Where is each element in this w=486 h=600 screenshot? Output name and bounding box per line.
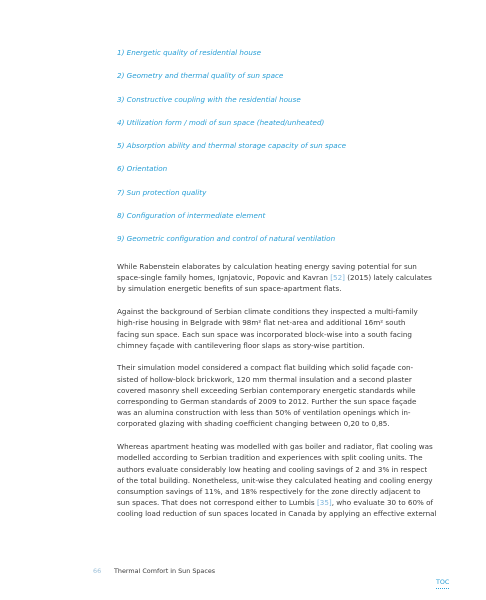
text-line: consumption savings of 11%, and 18% respectively for the zone directly adjacent to [117,486,421,496]
text-segment: space-single family homes, Ignjatovic, Popovic and Kavran [117,273,331,283]
text-line: Their simulation model considered a compact flat building which solid façade con- [117,363,414,373]
text-line: was an alumina construction with less than 50% of ventilation openings which in- [117,408,411,418]
text-line: covered masonry shell exceeding Serbian contemporary energetic standards while [117,385,416,395]
text-line: authors evaluate considerably low heating and cooling savings of 2 and 3% in respect [117,464,428,474]
list-item: 6) Orientation [117,164,168,174]
body-text [117,261,447,531]
text-line: by simulation energetic benefits of sun space-apartment flats. [117,284,342,294]
text-line: corresponding to German standards of 2009 to 2012. Further the sun space façade [117,397,417,407]
text-line: modelled according to Serbian tradition and experiences with split cooling units. The [117,453,423,463]
list-item: 3) Constructive coupling with the residential house [117,94,301,104]
text-segment: (2015) lately calculates [344,273,432,283]
list-item: 4) Utilization form / modi of sun space (heated/unheated) [117,117,325,127]
text-line: Against the background of Serbian climate conditions they inspected a multi-family [117,307,418,317]
list-item: 1) Energetic quality of residential house [117,48,262,57]
paragraph-heating-cooling [117,441,447,519]
text-line: corporated glazing with shading coefficient changing between 0,20 to 0,85. [117,419,390,429]
page-number: 66 [93,567,102,575]
toc-link[interactable]: TOC [436,578,449,589]
list-item: 9) Geometric configuration and control of natural ventilation [117,234,336,244]
citation-link[interactable]: [35] [316,498,332,508]
paragraph-serbian-climate [117,306,447,351]
paragraph-simulation-model [117,362,447,429]
text-line: While Rabenstein elaborates by calculation heating energy saving potential for sun [117,262,417,271]
citation-link[interactable]: [52] [330,273,345,283]
text-segment: sun spaces. That does not correspond either to Lumbis [117,498,317,508]
text-line: chimney façade with cantilevering floor slaps as story-wise partition. [117,340,365,350]
text-line: cooling load reduction of sun spaces located in Canada by applying an effective external [117,509,437,519]
text-line [117,272,447,283]
list-item: 5) Absorption ability and thermal storage capacity of sun space [117,141,347,151]
text-line: sisted of hollow-block brickwork, 120 mm thermal insulation and a second plaster [117,374,412,384]
criteria-list [117,48,447,258]
text-line: facing sun space. Each sun space was incorporated block-wise into a south facing [117,329,412,339]
running-title: Thermal Comfort in Sun Spaces [114,567,216,575]
text-line: Whereas apartment heating was modelled with gas boiler and radiator, flat cooling was [117,442,433,452]
text-line [117,497,447,508]
list-item: 8) Configuration of intermediate element [117,211,266,221]
list-item: 2) Geometry and thermal quality of sun space [117,71,284,81]
list-item: 7) Sun protection quality [117,187,207,197]
paragraph-rabenstein [117,261,447,295]
text-line: of the total building. Nonetheless, unit-wise they calculated heating and cooling energy [117,475,433,485]
text-segment: , who evaluate 30 to 60% of [331,498,434,508]
text-line: high-rise housing in Belgrade with 98m² flat net-area and additional 16m² south [117,318,406,328]
page-footer [93,567,215,575]
